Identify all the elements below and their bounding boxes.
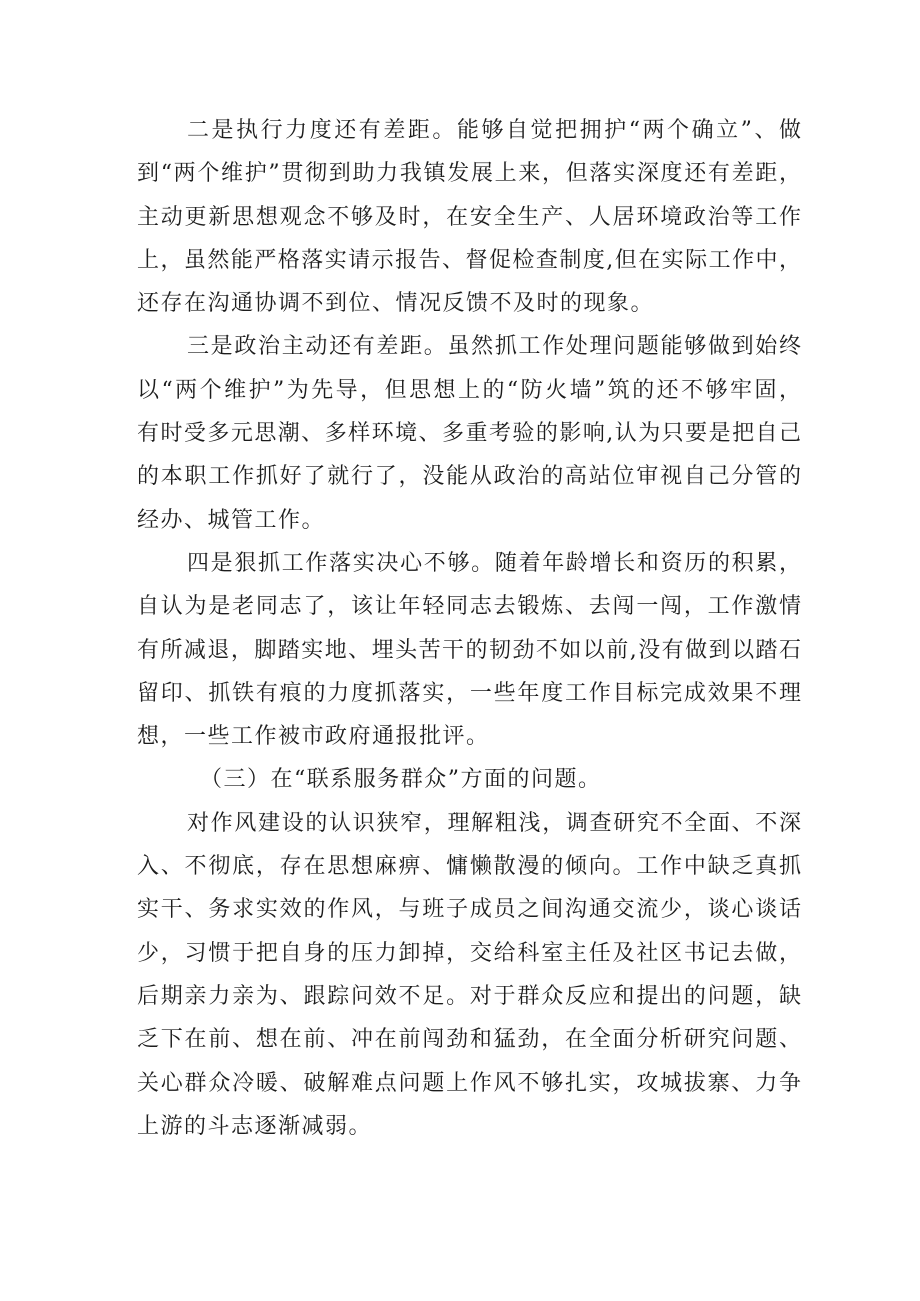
- text-line: 三是政治主动还有差距。虽然抓工作处理问题能够做到始终: [187, 334, 801, 360]
- text-line: 少，习惯于把自身的压力卸掉，交给科室主任及社区书记去做，: [137, 940, 801, 966]
- text-line: 乏下在前、想在前、冲在前闯劲和猛劲，在全面分析研究问题、: [137, 1027, 801, 1053]
- text-line: 有时受多元思潮、多样环境、多重考验的影响,认为只要是把自己: [137, 421, 801, 447]
- text-line: 留印、抓铁有痕的力度抓落实，一些年度工作目标完成效果不理: [137, 680, 801, 706]
- text-line: 上游的斗志逐渐减弱。: [137, 1113, 373, 1139]
- text-line: 还存在沟通协调不到位、情况反馈不及时的现象。: [137, 291, 655, 317]
- text-line: 后期亲力亲为、跟踪问效不足。对于群众反应和提出的问题，缺: [137, 983, 801, 1009]
- section-heading: （三）在“联系服务群众”方面的问题。: [200, 767, 602, 793]
- text-line: 二是执行力度还有差距。能够自觉把拥护“两个确立”、做: [187, 118, 801, 143]
- text-line: 到“两个维护”贯彻到助力我镇发展上来，但落实深度还有差距，: [137, 161, 801, 187]
- text-line: 以“两个维护”为先导，但思想上的“防火墙”筑的还不够牢固，: [137, 377, 801, 403]
- text-line: 四是狠抓工作落实决心不够。随着年龄增长和资历的积累，: [187, 550, 801, 576]
- paragraph-execution: [137, 109, 801, 325]
- text-line: 关心群众冷暖、破解难点问题上作风不够扎实，攻城拔寨、力争: [137, 1070, 801, 1096]
- text-line: 自认为是老同志了，该让年轻同志去锻炼、去闯一闯，工作激情: [137, 594, 801, 620]
- text-line: 的本职工作抓好了就行了，没能从政治的高站位审视自己分管的: [137, 464, 801, 490]
- paragraph-political-initiative: [137, 325, 801, 541]
- text-line: 想，一些工作被市政府通报批评。: [137, 724, 490, 750]
- text-line: 主动更新思想观念不够及时，在安全生产、人居环境政治等工作: [137, 204, 801, 230]
- paragraph-implementation-resolve: [137, 542, 801, 758]
- text-line: 对作风建设的认识狭窄，理解粗浅，调查研究不全面、不深: [187, 810, 801, 836]
- text-line: 经办、城管工作。: [137, 507, 326, 533]
- text-line: 入、不彻底，存在思想麻痹、慵懒散漫的倾向。工作中缺乏真抓: [137, 854, 801, 880]
- paragraph-serving-the-masses: [137, 802, 801, 1148]
- text-line: 有所减退，脚踏实地、埋头苦干的韧劲不如以前,没有做到以踏石: [137, 637, 801, 663]
- text-line: 实干、务求实效的作风，与班子成员之间沟通交流少，谈心谈话: [137, 897, 801, 923]
- text-line: 上，虽然能严格落实请示报告、督促检查制度,但在实际工作中，: [137, 247, 801, 273]
- document-body: [137, 109, 801, 1148]
